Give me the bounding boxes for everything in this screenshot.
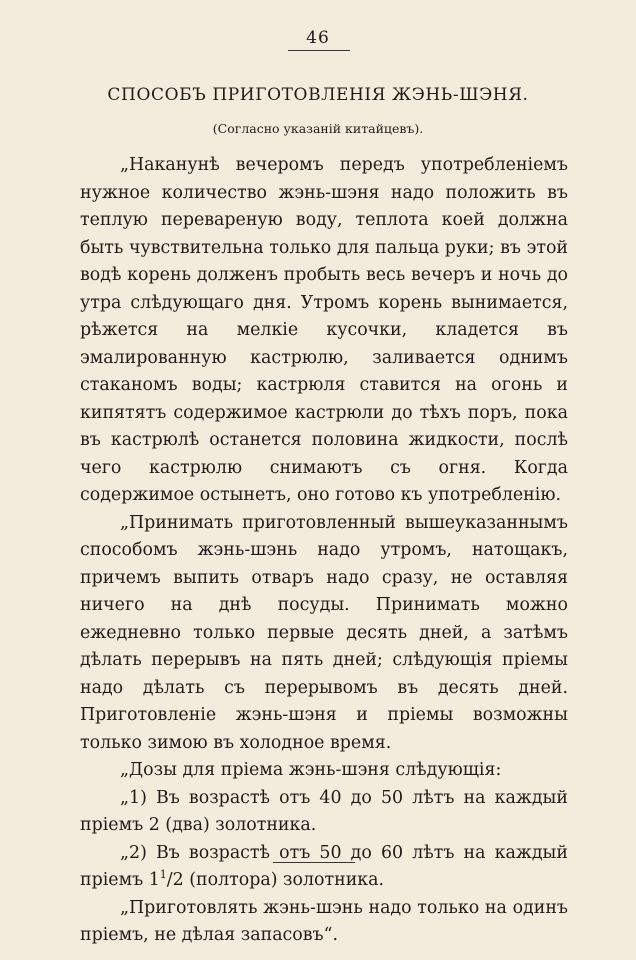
body-text — [80, 152, 568, 950]
dose-2-text-end: /2 (полтора) золотника. — [166, 870, 385, 890]
dose-2-fraction-numerator: 1 — [159, 868, 167, 882]
paragraph-closing: „Приготовлять жэнь-шэнь надо только на одинъ пріемъ, не дѣлая запасовъ“. — [80, 897, 568, 945]
paragraph-dose-2 — [80, 840, 568, 895]
end-rule — [273, 862, 355, 863]
page-number-rule — [288, 50, 350, 51]
paragraph-doses-intro: „Дозы для пріема жэнь-шэня слѣдующія: — [120, 760, 502, 780]
dose-2-text: „2) Въ возрастѣ отъ 50 до 60 лѣтъ на каждый пріемъ 1 — [80, 842, 568, 890]
paragraph-preparation: „Наканунѣ вечеромъ передъ употребленіемъ нужное количество жэнь-шэня надо положить въ теплую перевареную воду, теплота коей должна быть чувствительна только для пальца руки; въ этой водѣ корень долженъ пробыть весь вечеръ и ночь до утра слѣдующаго дня. Утромъ корень вынимается, рѣжется на мелкіе кусочки, кладется въ эмалированную кастрюлю, заливается однимъ стаканомъ воды; кастрюля ставится на огонь и кипятятъ содержимое кастрюли до тѣхъ поръ, пока въ кастрюлѣ останется половина жидкости, послѣ чего кастрюлю снимаютъ съ огня. Когда содержимое остынетъ, оно готово къ употребленію. — [80, 155, 568, 505]
page-number: 46 — [306, 28, 330, 48]
paragraph-intake: „Принимать приготовленный вышеуказаннымъ способомъ жэнь-шэнь надо утромъ, натощакъ, причемъ выпить отваръ надо сразу, не оставляя ничего на днѣ посуды. Принимать можно ежедневно только первые десять дней, а затѣмъ дѣлать перерывъ на пять дней; слѣдующія пріемы надо дѣлать съ перерывомъ въ десять дней. Приготовленіе жэнь-шэня и пріемы возможны только зимою въ холодное время. — [80, 512, 568, 753]
chapter-title: СПОСОБЪ ПРИГОТОВЛЕНІЯ ЖЭНЬ-ШЭНЯ. — [107, 85, 529, 105]
paragraph-dose-1: „1) Въ возрастѣ отъ 40 до 50 лѣтъ на каждый пріемъ 2 (два) золотника. — [80, 787, 568, 835]
chapter-subtitle: (Согласно указаній китайцевъ). — [212, 121, 424, 136]
